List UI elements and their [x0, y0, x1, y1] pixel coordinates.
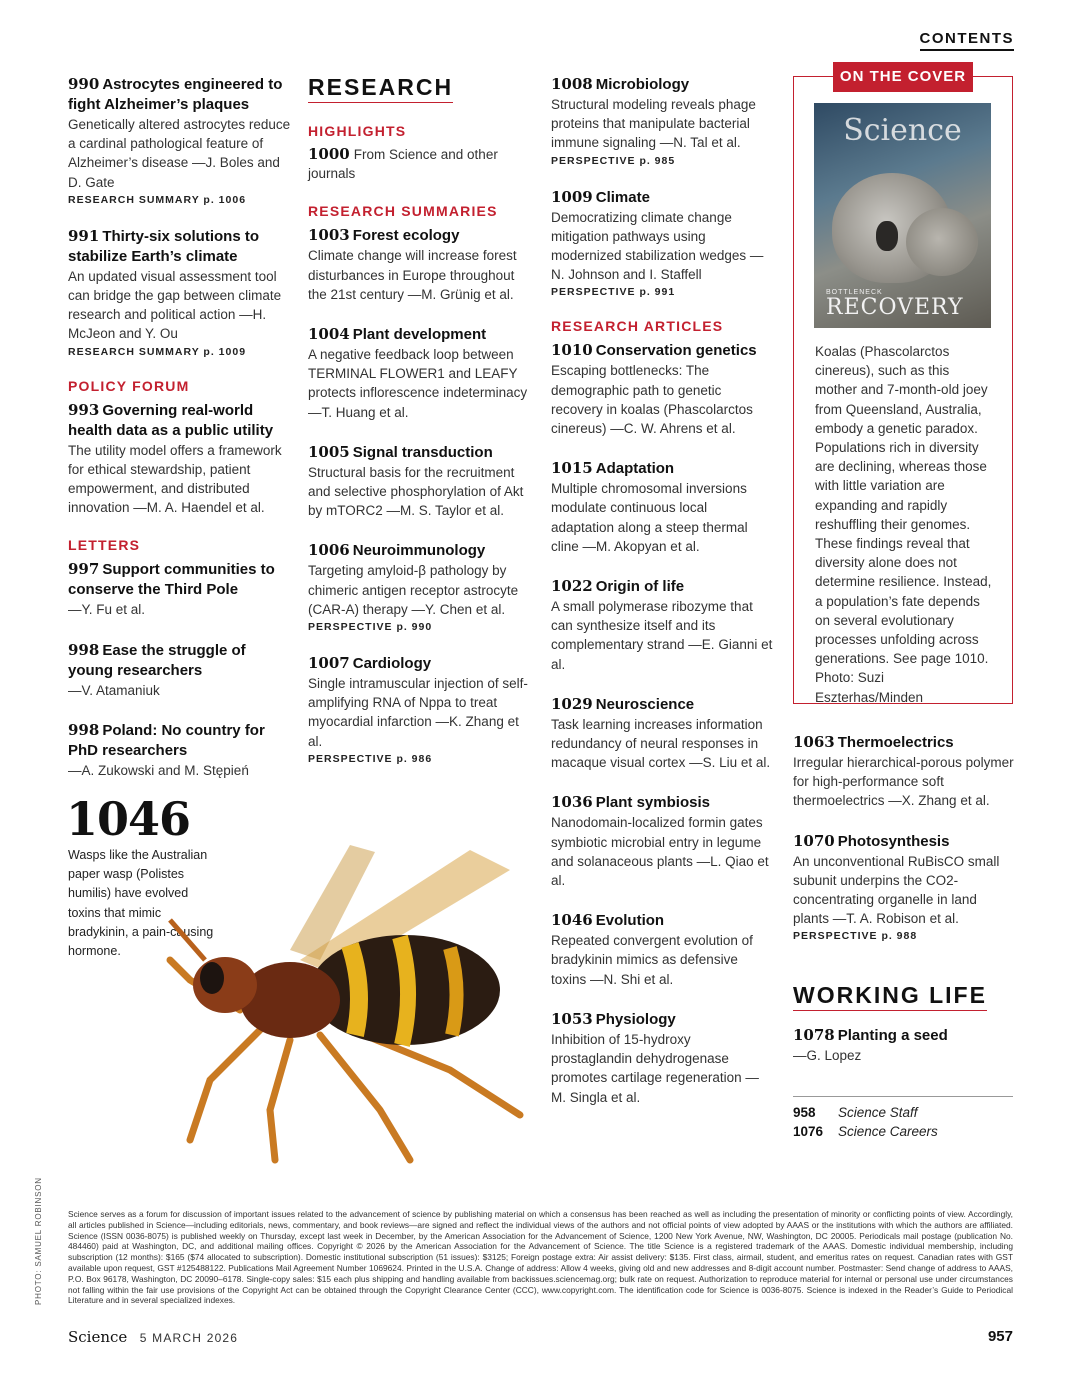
toc-entry[interactable] [551, 187, 773, 299]
toc-entry[interactable] [551, 576, 773, 674]
entry-ref: PERSPECTIVE p. 986 [308, 752, 433, 765]
misc-departments [793, 1096, 1013, 1141]
entry-title: Cardiology [352, 655, 432, 673]
entry-title: Thermoelectrics [837, 734, 954, 751]
entry-title: Support communities to conserve the Third Pole [68, 561, 275, 599]
entry-title: Forest ecology [352, 227, 460, 245]
entry-desc: A small polymerase ribozyme that can synthesize itself and its complementary strand —E. Gianni et al. [551, 599, 773, 672]
misc-label: Science Careers [838, 1124, 938, 1139]
koala-nose-shape [876, 221, 898, 251]
toc-entry[interactable] [551, 910, 773, 989]
cover-image[interactable] [814, 103, 991, 328]
entry-desc: Single intramuscular injection of self-amplifying RNA of Nppa to treat myocardial infarction —K. Zhang et al. [308, 676, 528, 749]
entry-page: 1029 [551, 694, 593, 713]
koala-joey-shape [906, 208, 978, 276]
entry-title: Governing real-world health data as a public utility [68, 401, 274, 439]
entry-title: Thirty-six solutions to stabilize Earth’s climate [68, 227, 259, 265]
toc-entry[interactable] [551, 694, 773, 773]
toc-entry[interactable] [308, 145, 533, 183]
on-the-cover-label: ON THE COVER [833, 62, 973, 92]
entry-title: Poland: No country for PhD researchers [68, 721, 265, 759]
misc-label: Science Staff [838, 1105, 918, 1120]
entry-page: 1053 [551, 1009, 593, 1028]
entry-title: Microbiology [595, 76, 690, 93]
toc-entry[interactable] [551, 458, 773, 556]
entry-desc: Inhibition of 15-hydroxy prostaglandin dehydrogenase promotes cartilage regeneration —M. Singla et al. [551, 1031, 759, 1105]
page-footer [68, 1328, 1013, 1348]
entry-title: Conservation genetics [595, 342, 757, 360]
entry-desc: Multiple chromosomal inversions modulate continuous local adaptation along a steep thermal cline —M. Akopyan et al. [551, 481, 748, 554]
misc-page: 1076 [793, 1124, 824, 1139]
entry-desc: —V. Atamaniuk [68, 682, 160, 698]
entry-ref: RESEARCH SUMMARY p. 1009 [68, 345, 247, 358]
entry-title: Ease the struggle of young researchers [68, 641, 246, 679]
entry-page: 1036 [551, 793, 593, 812]
entry-page: 1063 [793, 733, 835, 751]
entry-page: 1008 [551, 75, 593, 93]
column-1 [68, 74, 293, 800]
footer-logo: Science [68, 1328, 128, 1346]
entry-title: Photosynthesis [837, 832, 950, 850]
entry-page: 993 [68, 400, 100, 419]
toc-entry[interactable] [551, 792, 773, 890]
entry-title: Planting a seed [837, 1027, 948, 1045]
entry-desc: Structural basis for the recruitment and selective phosphorylation of Akt by mTORC2 —M. S. Taylor et al. [308, 464, 524, 519]
misc-row[interactable] [793, 1122, 1013, 1141]
entry-title: Evolution [595, 912, 665, 930]
entry-page: 1006 [308, 541, 350, 560]
entry-ref: PERSPECTIVE p. 990 [308, 621, 433, 634]
entry-desc: Repeated convergent evolution of bradykinin mimics as defensive toxins —N. Shi et al. [551, 933, 753, 987]
page-number: 957 [987, 1328, 1013, 1345]
entry-title: Climate [595, 188, 650, 206]
column-2 [308, 74, 533, 785]
entry-ref: RESEARCH SUMMARY p. 1006 [68, 193, 247, 206]
toc-entry[interactable] [551, 340, 773, 438]
entry-title: Neuroscience [595, 695, 695, 713]
entry-page: 1046 [551, 911, 593, 930]
section-heading-policy: POLICY FORUM [68, 377, 190, 394]
wasp-eye [200, 962, 224, 994]
entry-desc: An unconventional RuBisCO small subunit underpins the CO2-concentrating organelle in land plants —T. A. Robison et al. [793, 853, 1000, 927]
toc-entry[interactable] [308, 540, 533, 633]
entry-page: 1010 [551, 341, 593, 360]
section-heading-letters: LETTERS [68, 537, 141, 554]
entry-page: 1009 [551, 187, 593, 206]
entry-title: Origin of life [595, 578, 685, 596]
toc-entry[interactable] [308, 324, 533, 422]
cover-headline: RECOVERY [826, 295, 964, 320]
toc-entry[interactable] [308, 225, 533, 304]
toc-entry[interactable] [68, 640, 293, 700]
research-section-title: RESEARCH [308, 74, 453, 103]
photo-credit: PHOTO: SAMUEL ROBINSON [34, 1177, 43, 1305]
entry-ref: PERSPECTIVE p. 988 [793, 930, 918, 943]
wasp-stripe-3 [450, 948, 457, 1035]
fine-print: Science serves as a forum for discussion of important issues related to the advancement of science by publishing material on which a consensus has been reached as well as including the presentation of minority or conflicting points of view. Accordingly, all articles published in Science—including editorials, news, commentary, and book reviews—are signed and reflect the individual views of the authors and not official points of view adopted by AAAS or the institutions with which the authors are affiliated. Science (ISSN 0036-8075) is published weekly on Thursday, except last week in December, by the American Association for the Advancement of Science, 1200 New York Avenue, NW, Washington, DC 20005. Periodicals mail postage (publication No. 484460) paid at Washington, DC, and additional mailing offices. Copyright © 2026 by the American Association for the Advancement of Science. The title Science is a registered trademark of the AAAS. Domestic individual membership, including subscription (12 months): $165 ($74 allocated to subscription). Domestic institutional subscription (51 issues): $3125; Foreign postage extra: Air assist delivery: $135. First class, airmail, student, and emeritus rates on request. Canadian rates with GST available upon request, GST #125488122. Publications Mail Agreement Number 1069624. Printed in the U.S.A. Change of address: Allow 4 weeks, giving old and new addresses and 8-digit account number. Postmaster: Send change of address to AAAS, P.O. Box 96178, Washington, DC 20090–6178. Single-copy sales: $15 each plus shipping and handling available from backissues.sciencemag.org; bulk rate on request. Authorization to reproduce material for internal or personal use under circumstances not falling within the fair use provisions of the Copyright Act can be obtained through the Copyright Clearance Center (CCC), www.copyright.com. The identification code for Science is 0036-8075. Science is indexed in the Reader’s Guide to Periodical Literature and in several specialized indexes. [68, 1209, 1013, 1306]
entry-desc: Task learning increases information redundancy of neural responses in macaque visual cortex —S. Liu et al. [551, 716, 771, 771]
toc-entry[interactable] [551, 1009, 773, 1107]
entry-page: 998 [68, 720, 100, 739]
section-heading-articles: RESEARCH ARTICLES [551, 318, 724, 335]
cover-subtitle: BOTTLENECK [826, 289, 883, 296]
toc-entry[interactable] [551, 74, 773, 167]
entry-title: Neuroimmunology [352, 542, 486, 560]
entry-page: 1078 [793, 1026, 835, 1045]
entry-desc: —Y. Fu et al. [68, 602, 146, 618]
wasp-thorax [240, 962, 340, 1038]
entry-title: Plant development [352, 326, 487, 344]
entry-desc: Irregular hierarchical-porous polymer for high-performance soft thermoelectrics —X. Zhang et al. [793, 755, 1014, 809]
wasp-antenna [170, 920, 205, 960]
entry-page: 1070 [793, 831, 835, 850]
entry-desc: Targeting amyloid-β pathology by chimeric antigen receptor astrocyte (CAR-A) therapy —Y. Chen et al. [308, 563, 519, 617]
entry-title: Plant symbiosis [595, 794, 710, 812]
wasp-stripe-2 [400, 937, 408, 1045]
entry-page: 1015 [551, 459, 593, 478]
wasp-stripe-1 [350, 945, 359, 1035]
entry-page: 990 [68, 75, 100, 93]
entry-desc: —G. Lopez [793, 1048, 862, 1064]
entry-page: 1004 [308, 325, 350, 344]
working-life-title: WORKING LIFE [793, 982, 987, 1011]
footer-date: 5 MARCH 2026 [139, 1331, 239, 1345]
entry-desc: An updated visual assessment tool can bridge the gap between climate research and political action —H. McJeon and Y. Ou [68, 268, 282, 342]
entry-page: 991 [68, 226, 100, 245]
toc-entry[interactable] [793, 732, 1015, 811]
entry-page: 1005 [308, 442, 350, 461]
entry-ref: PERSPECTIVE p. 991 [551, 286, 676, 299]
entry-ref: PERSPECTIVE p. 985 [551, 154, 676, 167]
misc-row[interactable] [793, 1103, 1013, 1122]
toc-entry[interactable] [68, 74, 293, 206]
entry-title: Physiology [595, 1010, 676, 1028]
toc-entry[interactable] [308, 653, 533, 765]
toc-entry[interactable] [68, 400, 293, 518]
toc-entry[interactable] [68, 226, 293, 358]
entry-page: 1000 [308, 145, 350, 163]
feature-page-number[interactable]: 1046 [66, 792, 191, 846]
feature-caption: Wasps like the Australian paper wasp (Polistes humilis) have evolved toxins that mimic bradykinin, a pain-causing hormone. [68, 848, 214, 959]
section-heading-summaries: RESEARCH SUMMARIES [308, 203, 498, 220]
entry-page: 1022 [551, 577, 593, 596]
contents-label: CONTENTS [920, 30, 1015, 51]
entry-title: Signal transduction [352, 443, 493, 461]
toc-entry[interactable] [793, 1025, 1015, 1065]
entry-desc: Democratizing climate change mitigation pathways using modernized stabilization wedges —N. Johnson and I. Staffell [551, 209, 764, 283]
entry-desc: Escaping bottlenecks: The demographic path to genetic recovery in koalas (Phascolarctos cinereus) —C. W. Ahrens et al. [551, 363, 753, 437]
section-heading-highlights: HIGHLIGHTS [308, 123, 407, 139]
toc-entry[interactable] [68, 559, 293, 619]
entry-desc: —A. Zukowski and M. Stępień [68, 762, 249, 778]
entry-desc: Genetically altered astrocytes reduce a cardinal pathological feature of Alzheimer’s disease —J. Boles and D. Gate [68, 117, 291, 190]
entry-desc: Nanodomain-localized formin gates symbiotic microbial entry in legume and solanaceous plants —L. Qiao et al. [551, 815, 769, 889]
entry-title: Astrocytes engineered to fight Alzheimer’s plaques [68, 76, 283, 113]
entry-desc: From Science and other journals [308, 147, 498, 182]
column-3 [551, 74, 773, 1127]
entry-page: 1007 [308, 654, 350, 673]
entry-title: Adaptation [595, 460, 675, 478]
toc-entry[interactable] [793, 831, 1015, 943]
cover-caption: Koalas (Phascolarctos cinereus), such as this mother and 7-month-old joey from Queensland, Australia, embody a genetic paradox. Populations rich in diversity are declining, whereas those with little variation are expanding and rapidly reshuffling their genomes. These findings reveal that diversity alone does not determine resilience. Instead, a population’s fate depends on several evolutionary processes unfolding across generations. See page 1010. Photo: Suzi Eszterhas/Minden [815, 344, 992, 705]
entry-desc: The utility model offers a framework for ethical stewardship, patient empowerment, and distributed innovation —M. A. Haendel et al. [68, 442, 282, 516]
toc-entry[interactable] [308, 442, 533, 521]
entry-page: 1003 [308, 226, 350, 245]
column-4 [793, 732, 1015, 1086]
entry-desc: Climate change will increase forest disturbances in Europe throughout the 21st century —M. Grünig et al. [308, 248, 517, 302]
wasp-illustration [150, 840, 540, 1170]
toc-entry[interactable] [68, 720, 293, 780]
entry-page: 997 [68, 560, 100, 579]
entry-desc: A negative feedback loop between TERMINAL FLOWER1 and LEAFY protects inflorescence indeterminacy —T. Huang et al. [308, 347, 528, 420]
entry-page: 998 [68, 640, 100, 659]
entry-desc: Structural modeling reveals phage proteins that manipulate bacterial immune signaling —N. Tal et al. [551, 97, 756, 151]
misc-page: 958 [793, 1105, 816, 1120]
cover-masthead: Science [843, 113, 962, 148]
